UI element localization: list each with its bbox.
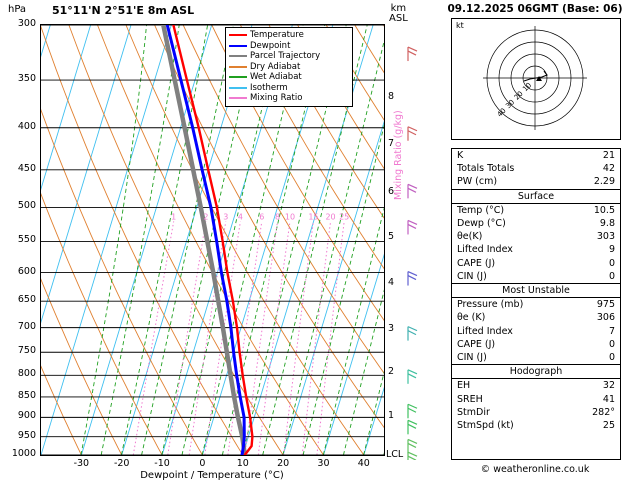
table-row-value: 42 (602, 163, 615, 175)
temp-tick-40: 40 (357, 458, 370, 469)
table-row (452, 243, 620, 256)
right-column (441, 0, 629, 486)
pressure-tick-350: 350 (17, 73, 36, 85)
altitude-tick-6km: 6 (388, 185, 395, 197)
legend-label: Dry Adiabat (250, 61, 301, 72)
table-row (452, 406, 620, 419)
legend-item-dewpoint (229, 41, 349, 52)
legend-swatch (229, 87, 247, 89)
legend-label: Dewpoint (250, 40, 291, 51)
legend-item-mixing-ratio (229, 93, 349, 104)
table-row-label: K (457, 150, 464, 161)
sounding-indices-table (451, 148, 621, 460)
table-row (452, 217, 620, 230)
km-unit-line2: ASL (389, 13, 408, 24)
table-row (452, 311, 620, 324)
legend-label: Isotherm (250, 82, 288, 93)
hodograph-chart (451, 18, 621, 140)
table-row-label: CIN (J) (457, 352, 487, 364)
svg-text:1: 1 (171, 212, 177, 222)
legend-label: Temperature (250, 30, 304, 40)
forecast-date-title: 09.12.2025 06GMT (Base: 06) (447, 3, 623, 15)
svg-text:15: 15 (308, 212, 319, 222)
table-row (452, 351, 620, 364)
legend-item-parcel-trajectory (229, 51, 349, 62)
temp-tick-30: 30 (317, 458, 330, 469)
legend-label: Mixing Ratio (250, 93, 303, 103)
svg-text:20: 20 (512, 89, 525, 102)
legend-item-dry-adiabat (229, 62, 349, 73)
svg-text:8: 8 (274, 212, 281, 222)
pressure-tick-850: 850 (17, 389, 36, 401)
table-row-label: Lifted Index (457, 325, 513, 337)
x-axis-title: Dewpoint / Temperature (°C) (140, 470, 284, 481)
table-row-value: 0 (608, 257, 615, 269)
pressure-tick-900: 900 (17, 410, 36, 422)
table-row-label: EH (457, 380, 471, 392)
table-row-value: 9 (608, 244, 615, 256)
pressure-tick-750: 750 (17, 345, 36, 357)
pressure-tick-400: 400 (17, 120, 36, 132)
table-row-label: Temp (°C) (457, 204, 505, 216)
table-row-value: 0 (608, 270, 615, 282)
pressure-tick-700: 700 (17, 320, 36, 332)
table-row-value: 32 (602, 380, 615, 392)
table-row-value: 303 (596, 231, 615, 243)
svg-text:40: 40 (495, 106, 508, 119)
table-row-label: θe (K) (457, 312, 486, 324)
table-row (452, 325, 620, 338)
table-section-header: Most Unstable (452, 283, 620, 298)
table-row (452, 270, 620, 283)
legend-label: Wet Adiabat (250, 72, 302, 82)
table-row-value: 7 (608, 325, 615, 337)
temp-tick-0: 0 (199, 458, 206, 469)
legend-swatch (229, 66, 247, 68)
altitude-tick-8km: 8 (388, 90, 395, 102)
hodograph-svg (452, 19, 618, 137)
table-row-label: StmDir (457, 406, 490, 418)
temp-tick-10: 10 (236, 458, 249, 469)
table-row (452, 175, 620, 188)
table-row-value: 282° (592, 406, 615, 418)
table-row (452, 379, 620, 392)
table-row-value: 10.5 (593, 204, 615, 216)
legend-swatch (229, 55, 247, 57)
legend-item-isotherm (229, 83, 349, 94)
table-row (452, 393, 620, 406)
table-row-value: 9.8 (599, 218, 615, 230)
lcl-label: LCL (386, 449, 404, 460)
altitude-tick-2km: 2 (388, 366, 395, 378)
table-row-label: θe(K) (457, 231, 483, 243)
altitude-tick-5km: 5 (388, 231, 395, 243)
table-row (452, 257, 620, 270)
station-title: 51°11'N 2°51'E 8m ASL (52, 4, 195, 17)
pressure-tick-650: 650 (17, 294, 36, 306)
legend-swatch (229, 34, 247, 36)
table-row (452, 162, 620, 175)
table-row (452, 230, 620, 243)
table-section-header: Surface (452, 189, 620, 204)
svg-text:2: 2 (203, 212, 209, 222)
table-row-value: 0 (608, 338, 615, 350)
hodograph-rings (483, 26, 587, 130)
pressure-tick-300: 300 (17, 18, 36, 29)
table-row (452, 338, 620, 351)
table-row (452, 204, 620, 217)
table-section-header: Hodograph (452, 364, 620, 379)
temp-tick--20: -20 (113, 458, 130, 469)
svg-text:3: 3 (223, 212, 229, 222)
table-row-value: 25 (602, 420, 615, 432)
pressure-tick-1000: 1000 (11, 448, 36, 459)
mixing-ratio-labels (171, 212, 349, 221)
temp-tick--30: -30 (73, 458, 90, 469)
table-row-value: 0 (608, 352, 615, 364)
table-row (452, 298, 620, 311)
table-row-value: 2.29 (593, 176, 615, 188)
table-row-label: CAPE (J) (457, 257, 496, 269)
legend-label: Parcel Trajectory (250, 51, 321, 61)
legend (225, 27, 353, 107)
pressure-tick-600: 600 (17, 265, 36, 277)
table-row-value: 21 (602, 150, 615, 161)
wind-barb-column (400, 20, 422, 460)
legend-swatch (229, 45, 247, 47)
legend-item-temperature (229, 30, 349, 41)
svg-text:20: 20 (325, 212, 336, 222)
pressure-tick-800: 800 (17, 368, 36, 380)
km-unit-line1: km (390, 3, 407, 14)
legend-swatch (229, 97, 247, 99)
copyright-notice: © weatheronline.co.uk (480, 464, 590, 475)
pressure-tick-450: 450 (17, 162, 36, 174)
pressure-tick-500: 500 (17, 200, 36, 212)
table-row (452, 149, 620, 162)
altitude-tick-7km: 7 (388, 138, 395, 150)
svg-text:6: 6 (259, 212, 265, 222)
table-row-value: 41 (602, 393, 615, 405)
pressure-tick-950: 950 (17, 429, 36, 441)
pressure-tick-550: 550 (17, 234, 36, 246)
svg-text:25: 25 (339, 212, 350, 222)
pressure-axis-unit: hPa (8, 4, 27, 15)
svg-text:10: 10 (284, 212, 296, 222)
table-row-value: 306 (596, 312, 615, 324)
temp-tick-20: 20 (277, 458, 290, 469)
table-row-label: CIN (J) (457, 270, 487, 282)
table-row-label: CAPE (J) (457, 338, 496, 350)
table-row-label: SREH (457, 393, 483, 405)
table-row-label: Pressure (mb) (457, 299, 524, 311)
table-row (452, 419, 620, 432)
altitude-tick-3km: 3 (388, 323, 395, 335)
table-row-label: PW (cm) (457, 176, 498, 188)
svg-text:30: 30 (504, 98, 517, 111)
hodograph-unit-label: kt (456, 21, 464, 30)
legend-swatch (229, 76, 247, 78)
legend-item-wet-adiabat (229, 72, 349, 83)
table-row-label: StmSpd (kt) (457, 420, 514, 432)
altitude-tick-1km: 1 (388, 410, 395, 422)
table-row-label: Dewp (°C) (457, 218, 506, 230)
svg-text:10: 10 (521, 81, 534, 94)
temp-tick--10: -10 (154, 458, 170, 469)
altitude-tick-4km: 4 (388, 277, 395, 289)
table-row-value: 975 (596, 299, 615, 311)
mixing-ratio-axis-title: Mixing Ratio (g/kg) (393, 110, 404, 200)
table-row-label: Lifted Index (457, 244, 513, 256)
table-row-label: Totals Totals (457, 163, 515, 175)
svg-text:4: 4 (237, 212, 243, 222)
